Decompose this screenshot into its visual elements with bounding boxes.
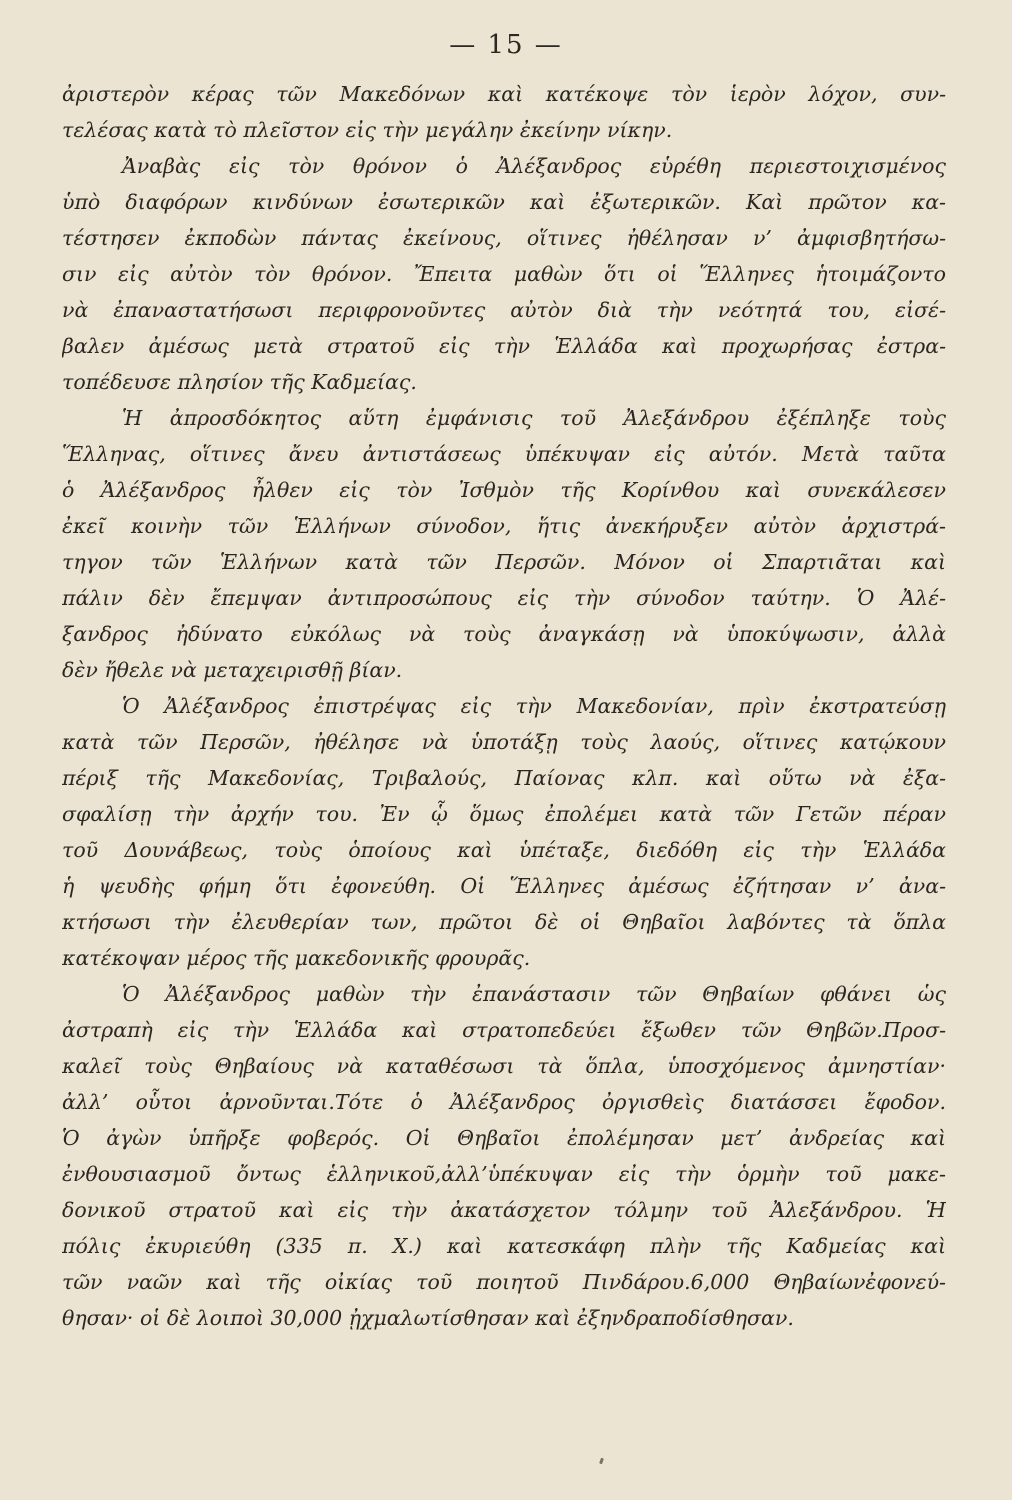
text-line: θησαν· οἱ δὲ λοιποὶ 30,000 ᾐχμαλωτίσθησαν καὶ ἐξηνδραποδίσθησαν. — [62, 1306, 794, 1330]
text-line: κτήσωσι τὴν ἐλευθερίαν των, πρῶτοι δὲ οἱ Θηβαῖοι λαβόντες τὰ ὅπλα — [62, 910, 946, 934]
text-line: Ὁ Ἀλέξανδρος μαθὼν τὴν ἐπανάστασιν τῶν Θηβαίων φθάνει ὡς — [122, 982, 946, 1006]
text-line: τοπέδευσε πλησίον τῆς Καδμείας. — [62, 370, 417, 394]
text-line: πάλιν δὲν ἔπεμψαν ἀντιπροσώπους εἰς τὴν σύνοδον ταύτην. Ὁ Ἀλέ- — [62, 586, 946, 610]
text-line: σιν εἰς αὐτὸν τὸν θρόνον. Ἔπειτα μαθὼν ὅτι οἱ Ἕλληνες ἡτοιμάζοντο — [62, 262, 946, 286]
text-line: τῶν ναῶν καὶ τῆς οἰκίας τοῦ ποιητοῦ Πινδάρου.6,000 Θηβαίωνἐφονεύ- — [62, 1270, 946, 1294]
text-line: κατὰ τῶν Περσῶν, ἠθέλησε νὰ ὑποτάξῃ τοὺς λαούς, οἵτινες κατῴκουν — [62, 730, 946, 754]
text-line: ὁ Ἀλέξανδρος ἦλθεν εἰς τὸν Ἰσθμὸν τῆς Κορίνθου καὶ συνεκάλεσεν — [62, 478, 946, 502]
text-line: νὰ ἐπαναστατήσωσι περιφρονοῦντες αὐτὸν διὰ τὴν νεότητά του, εἰσέ- — [62, 298, 946, 322]
text-line: καλεῖ τοὺς Θηβαίους νὰ καταθέσωσι τὰ ὅπλα, ὑποσχόμενος ἀμνηστίαν· — [62, 1054, 946, 1078]
text-line: τοῦ Δουνάβεως, τοὺς ὁποίους καὶ ὑπέταξε, διεδόθη εἰς τὴν Ἑλλάδα — [62, 838, 946, 862]
text-line: κατέκοψαν μέρος τῆς μακεδονικῆς φρουρᾶς. — [62, 946, 531, 970]
ink-speck — [599, 1458, 604, 1465]
text-line: Ὁ Ἀλέξανδρος ἐπιστρέψας εἰς τὴν Μακεδονίαν, πρὶν ἐκστρατεύσῃ — [122, 694, 946, 718]
text-line: τέστησεν ἐκποδὼν πάντας ἐκείνους, οἵτινες ἠθέλησαν ν’ ἀμφισβητήσω- — [62, 226, 946, 250]
text-line: ἀλλ’ οὗτοι ἀρνοῦνται.Τότε ὁ Ἀλέξανδρος ὀργισθεὶς διατάσσει ἔφοδον. — [62, 1090, 946, 1114]
text-line: ἐκεῖ κοινὴν τῶν Ἑλλήνων σύνοδον, ἥτις ἀνεκήρυξεν αὐτὸν ἀρχιστρά- — [62, 514, 946, 538]
text-line: Ἡ ἀπροσδόκητος αὕτη ἐμφάνισις τοῦ Ἀλεξάνδρου ἐξέπληξε τοὺς — [122, 406, 946, 430]
text-line: τελέσας κατὰ τὸ πλεῖστον εἰς τὴν μεγάλην ἐκείνην νίκην. — [62, 118, 673, 142]
text-line: Ἀναβὰς εἰς τὸν θρόνον ὁ Ἀλέξανδρος εὑρέθη περιεστοιχισμένος — [122, 154, 946, 178]
text-line: βαλεν ἀμέσως μετὰ στρατοῦ εἰς τὴν Ἑλλάδα καὶ προχωρήσας ἐστρα- — [62, 334, 946, 358]
text-line: ὑπὸ διαφόρων κινδύνων ἐσωτερικῶν καὶ ἐξωτερικῶν. Καὶ πρῶτον κα- — [62, 190, 946, 214]
text-line: Ἕλληνας, οἵτινες ἄνευ ἀντιστάσεως ὑπέκυψαν εἰς αὐτόν. Μετὰ ταῦτα — [62, 442, 946, 466]
text-line: ἀστραπὴ εἰς τὴν Ἑλλάδα καὶ στρατοπεδεύει ἔξωθεν τῶν Θηβῶν.Προσ- — [62, 1018, 946, 1042]
text-line: ἐνθουσιασμοῦ ὄντως ἑλληνικοῦ,ἀλλ’ὑπέκυψαν εἰς τὴν ὁρμὴν τοῦ μακε- — [62, 1162, 946, 1186]
text-line: πόλις ἐκυριεύθη (335 π. Χ.) καὶ κατεσκάφη πλὴν τῆς Καδμείας καὶ — [62, 1234, 946, 1258]
text-line: ξανδρος ἠδύνατο εὐκόλως νὰ τοὺς ἀναγκάσῃ νὰ ὑποκύψωσιν, ἀλλὰ — [62, 622, 946, 646]
text-line: Ὁ ἀγὼν ὑπῆρξε φοβερός. Οἱ Θηβαῖοι ἐπολέμησαν μετ’ ἀνδρείας καὶ — [62, 1126, 946, 1150]
page-number: — 15 — — [449, 30, 563, 60]
text-line: σφαλίσῃ τὴν ἀρχήν του. Ἐν ᾧ ὅμως ἐπολέμει κατὰ τῶν Γετῶν πέραν — [62, 802, 946, 826]
body-text — [62, 76, 946, 1336]
text-line: ἀριστερὸν κέρας τῶν Μακεδόνων καὶ κατέκοψε τὸν ἱερὸν λόχον, συν- — [62, 82, 946, 106]
text-line: πέριξ τῆς Μακεδονίας, Τριβαλούς, Παίονας κλπ. καὶ οὕτω νὰ ἐξα- — [62, 766, 946, 790]
text-line: δὲν ἤθελε νὰ μεταχειρισθῇ βίαν. — [62, 658, 403, 682]
text-line: δονικοῦ στρατοῦ καὶ εἰς τὴν ἀκατάσχετον τόλμην τοῦ Ἀλεξάνδρου. Ἡ — [62, 1198, 946, 1222]
text-line: ἡ ψευδὴς φήμη ὅτι ἐφονεύθη. Οἱ Ἕλληνες ἀμέσως ἐζήτησαν ν’ ἀνα- — [62, 874, 946, 898]
text-line: τηγον τῶν Ἑλλήνων κατὰ τῶν Περσῶν. Μόνον οἱ Σπαρτιᾶται καὶ — [62, 550, 946, 574]
